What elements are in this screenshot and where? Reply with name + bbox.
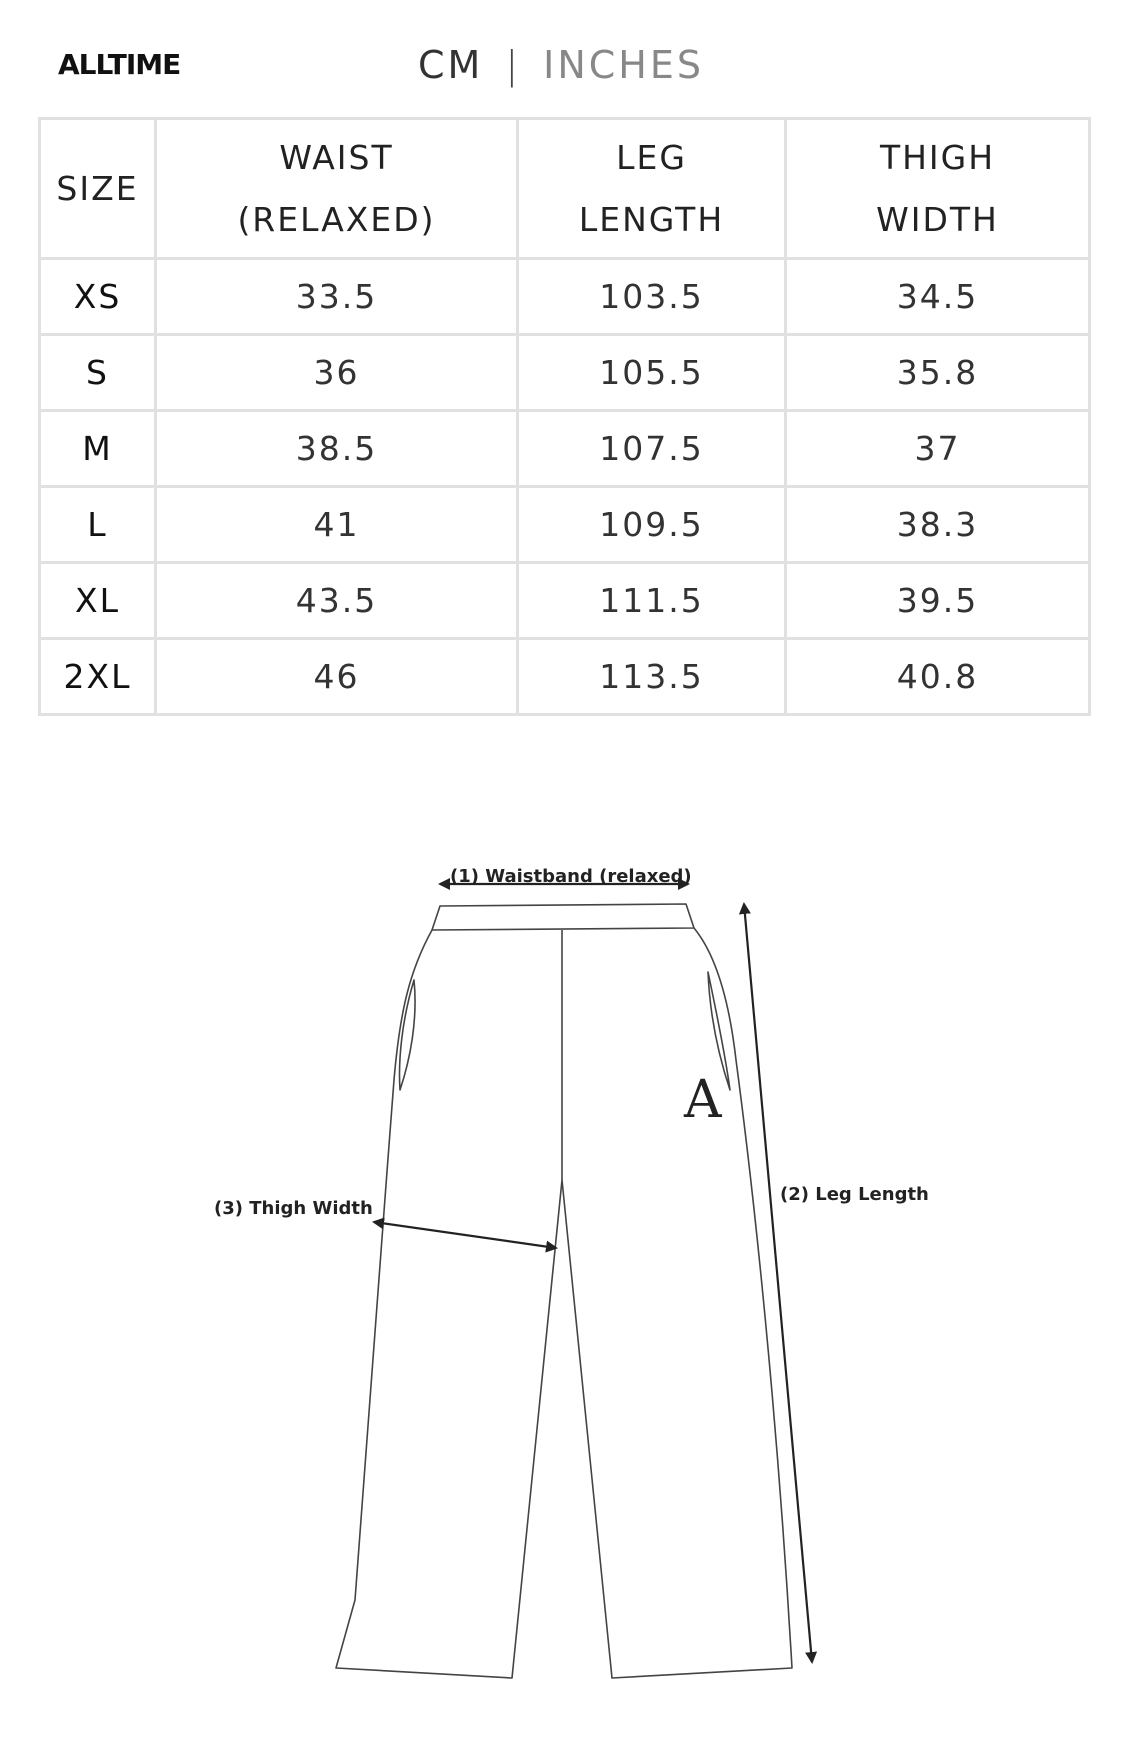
size-cell: L — [40, 487, 156, 563]
header-leg-length: LEG LENGTH — [518, 119, 786, 259]
waist-cell: 41 — [156, 487, 518, 563]
brand-logo: ALLTIME — [58, 48, 181, 81]
waist-cell: 43.5 — [156, 563, 518, 639]
header-thigh-width: THIGH WIDTH — [786, 119, 1090, 259]
header-waist: WAIST (RELAXED) — [156, 119, 518, 259]
size-chart-table — [38, 117, 1091, 716]
waistband-label: (1) Waistband (relaxed) — [450, 866, 692, 887]
thigh-width-cell: 37 — [786, 411, 1090, 487]
unit-cm-option[interactable]: CM — [418, 42, 484, 87]
waist-cell: 33.5 — [156, 259, 518, 335]
waist-cell: 36 — [156, 335, 518, 411]
table-row — [40, 335, 1090, 411]
thigh-width-cell: 34.5 — [786, 259, 1090, 335]
leg-length-cell: 105.5 — [518, 335, 786, 411]
thigh-width-cell: 40.8 — [786, 639, 1090, 715]
pants-outline — [0, 820, 1134, 1720]
size-cell: M — [40, 411, 156, 487]
table-row — [40, 563, 1090, 639]
thigh-width-cell: 39.5 — [786, 563, 1090, 639]
unit-toggle — [418, 40, 704, 87]
leg-length-cell: 107.5 — [518, 411, 786, 487]
leg-length-cell: 113.5 — [518, 639, 786, 715]
unit-inches-option[interactable]: INCHES — [543, 42, 705, 87]
thigh-width-cell: 35.8 — [786, 335, 1090, 411]
size-cell: XS — [40, 259, 156, 335]
pants-diagram — [0, 820, 1134, 1720]
leg-length-cell: 111.5 — [518, 563, 786, 639]
size-cell: 2XL — [40, 639, 156, 715]
thigh-width-label: (3) Thigh Width — [214, 1198, 373, 1219]
thigh-width-cell: 38.3 — [786, 487, 1090, 563]
leg-length-cell: 103.5 — [518, 259, 786, 335]
size-cell: XL — [40, 563, 156, 639]
table-row — [40, 411, 1090, 487]
table-row — [40, 639, 1090, 715]
header-size: SIZE — [40, 119, 156, 259]
leg-length-label: (2) Leg Length — [780, 1184, 929, 1205]
waist-cell: 38.5 — [156, 411, 518, 487]
table-row — [40, 259, 1090, 335]
logo-letter-mark: A — [684, 1070, 722, 1130]
table-row — [40, 487, 1090, 563]
size-cell: S — [40, 335, 156, 411]
table-header-row — [40, 119, 1090, 259]
unit-separator: | — [505, 42, 522, 87]
waist-cell: 46 — [156, 639, 518, 715]
leg-length-cell: 109.5 — [518, 487, 786, 563]
